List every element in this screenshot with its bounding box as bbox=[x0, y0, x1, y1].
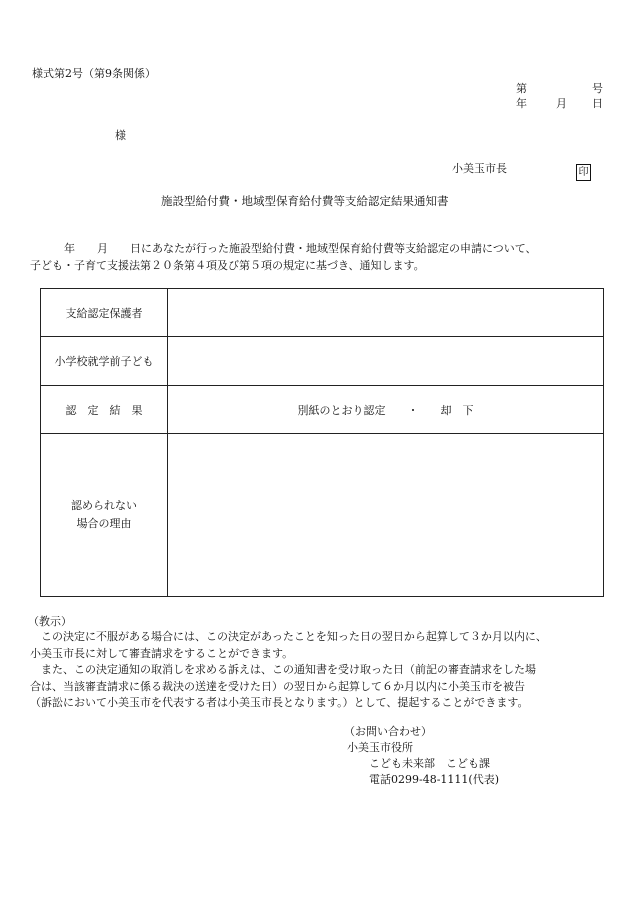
notice-heading: （教示） bbox=[28, 615, 72, 628]
guardian-value bbox=[168, 289, 604, 337]
guardian-label: 支給認定保護者 bbox=[41, 289, 168, 337]
reason-label-line-1: 認められない bbox=[71, 499, 137, 512]
body-line-1: 年 月 日にあなたが行った施設型給付費・地域型保育給付費等支給認定の申請について、 bbox=[64, 242, 537, 255]
date-day: 日 bbox=[592, 97, 603, 110]
reason-value bbox=[168, 434, 604, 597]
result-value: 別紙のとおり認定 ・ 却 下 bbox=[168, 386, 604, 434]
child-value bbox=[168, 337, 604, 386]
table-row bbox=[41, 289, 604, 337]
contact-department: こども未来部 こども課 bbox=[369, 757, 490, 770]
reason-label-line-2: 場合の理由 bbox=[76, 517, 132, 530]
form-number: 様式第2号（第9条関係） bbox=[32, 67, 156, 80]
addressee-suffix: 様 bbox=[115, 129, 126, 142]
date-year: 年 bbox=[516, 97, 527, 110]
date-month: 月 bbox=[556, 97, 567, 110]
notice-line-4: 合は、当該審査請求に係る裁決の送達を受けた日）の翌日から起算して６か月以内に小美玉市を被告 bbox=[30, 680, 525, 693]
result-label: 認 定 結 果 bbox=[41, 386, 168, 434]
reason-label bbox=[41, 434, 168, 597]
contact-office: 小美玉市役所 bbox=[347, 741, 413, 754]
contact-phone: 電話0299-48-1111(代表) bbox=[369, 773, 500, 786]
doc-number-label: 第 bbox=[516, 82, 527, 95]
table-row bbox=[41, 434, 604, 597]
document-title: 施設型給付費・地域型保育給付費等支給認定結果通知書 bbox=[161, 194, 449, 208]
table-row bbox=[41, 386, 604, 434]
contact-heading: （お問い合わせ） bbox=[344, 725, 432, 738]
doc-number-suffix: 号 bbox=[592, 82, 603, 95]
certification-table bbox=[40, 288, 604, 597]
notice-line-2: 小美玉市長に対して審査請求をすることができます。 bbox=[30, 647, 294, 660]
notice-line-5: （訴訟において小美玉市を代表する者は小美玉市長となります。）として、提起することができます。 bbox=[30, 696, 529, 709]
notice-line-1: この決定に不服がある場合には、この決定があったことを知った日の翌日から起算して３か月以内に、 bbox=[30, 630, 547, 643]
seal-label: 印 bbox=[576, 164, 591, 181]
issuer-name: 小美玉市長 bbox=[452, 162, 507, 175]
notice-line-3: また、この決定通知の取消しを求める訴えは、この通知書を受け取った日（前記の審査請求をした場 bbox=[30, 663, 536, 676]
body-line-2: 子ども・子育て支援法第２０条第４項及び第５項の規定に基づき、通知します。 bbox=[30, 259, 425, 272]
child-label: 小学校就学前子ども bbox=[41, 337, 168, 386]
table-row bbox=[41, 337, 604, 386]
seal-mark bbox=[576, 160, 591, 181]
